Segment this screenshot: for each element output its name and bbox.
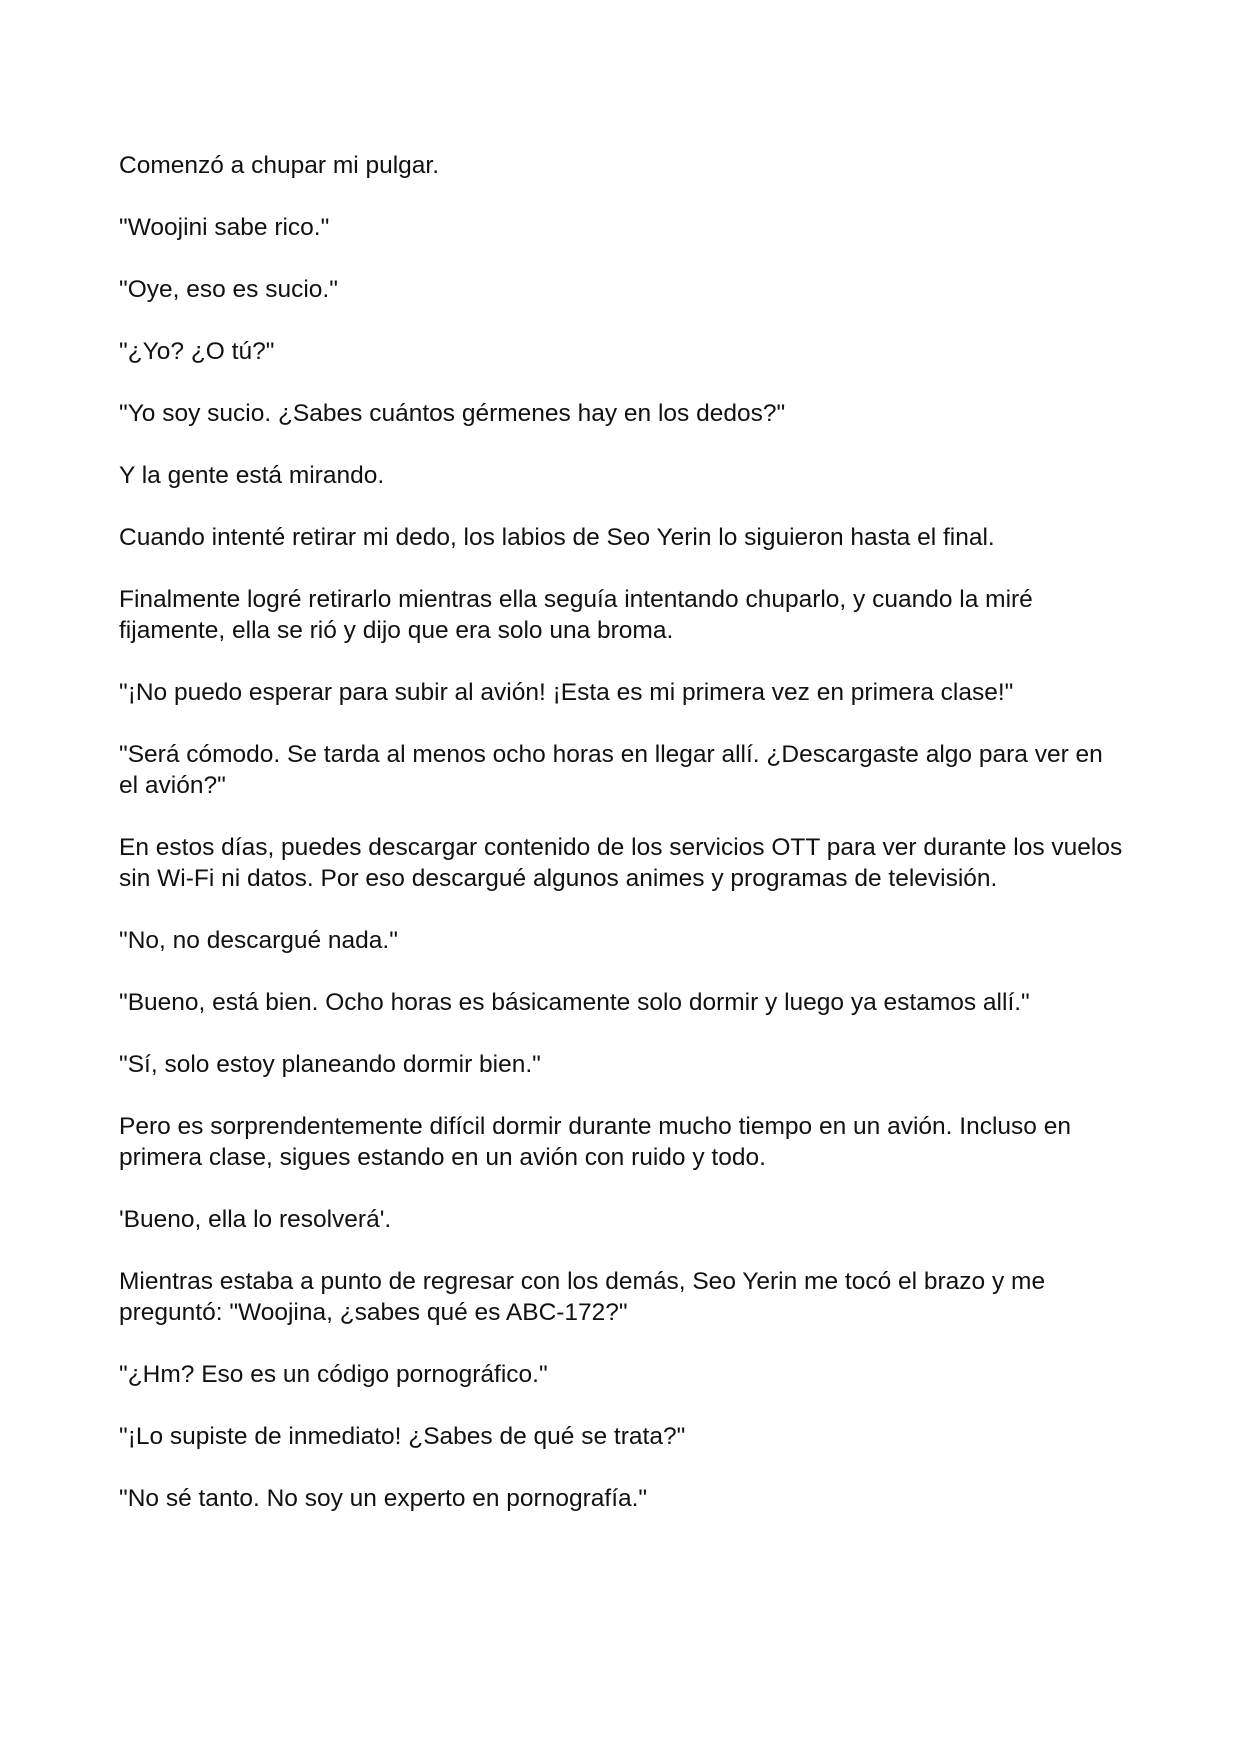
document-body (119, 150, 1124, 1545)
paragraph: "Será cómodo. Se tarda al menos ocho horas en llegar allí. ¿Descargaste algo para ver en el avión?" (119, 741, 1103, 799)
paragraph: "Sí, solo estoy planeando dormir bien." (119, 1051, 541, 1078)
paragraph: "Bueno, está bien. Ocho horas es básicamente solo dormir y luego ya estamos allí." (119, 989, 1030, 1016)
paragraph: "¡Lo supiste de inmediato! ¿Sabes de qué se trata?" (119, 1423, 686, 1450)
paragraph: "¡No puedo esperar para subir al avión! ¡Esta es mi primera vez en primera clase!" (119, 679, 1014, 706)
paragraph: 'Bueno, ella lo resolverá'. (119, 1206, 392, 1233)
paragraph: Mientras estaba a punto de regresar con los demás, Seo Yerin me tocó el brazo y me preguntó: "Woojina, ¿sabes qué es ABC-172?" (119, 1268, 1046, 1326)
paragraph: Cuando intenté retirar mi dedo, los labios de Seo Yerin lo siguieron hasta el final. (119, 524, 995, 551)
paragraph: "Woojini sabe rico." (119, 214, 330, 241)
paragraph: "Yo soy sucio. ¿Sabes cuántos gérmenes hay en los dedos?" (119, 400, 786, 427)
paragraph: Finalmente logré retirarlo mientras ella seguía intentando chuparlo, y cuando la miré fijamente, ella se rió y dijo que era solo una broma. (119, 586, 1033, 644)
paragraph: Comenzó a chupar mi pulgar. (119, 152, 440, 179)
paragraph: "Oye, eso es sucio." (119, 276, 338, 303)
paragraph: "No sé tanto. No soy un experto en pornografía." (119, 1485, 648, 1512)
paragraph: "No, no descargué nada." (119, 927, 398, 954)
paragraph: En estos días, puedes descargar contenido de los servicios OTT para ver durante los vuelos sin Wi-Fi ni datos. Por eso descargué algunos animes y programas de televisión. (119, 834, 1123, 892)
paragraph: Pero es sorprendentemente difícil dormir durante mucho tiempo en un avión. Incluso en primera clase, sigues estando en un avión con ruido y todo. (119, 1113, 1071, 1171)
paragraph: "¿Hm? Eso es un código pornográfico." (119, 1361, 548, 1388)
paragraph: "¿Yo? ¿O tú?" (119, 338, 275, 365)
paragraph: Y la gente está mirando. (119, 462, 385, 489)
